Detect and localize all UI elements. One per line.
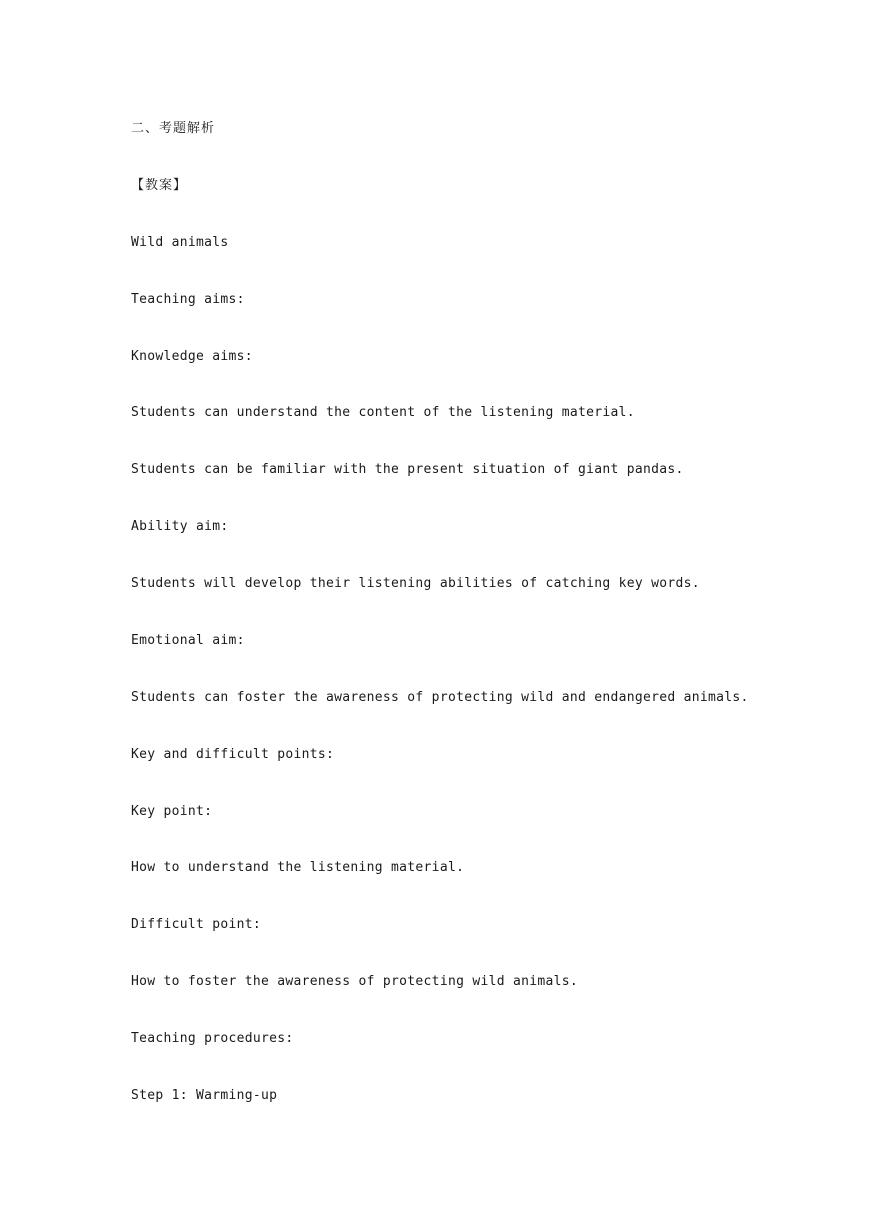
teaching-procedures-heading: Teaching procedures: bbox=[131, 1031, 294, 1046]
teaching-aims-heading: Teaching aims: bbox=[131, 292, 245, 307]
difficult-point-text: How to foster the awareness of protecting wild animals. bbox=[131, 974, 578, 989]
ability-aim-heading: Ability aim: bbox=[131, 519, 229, 534]
ability-aim-text: Students will develop their listening abilities of catching key words. bbox=[131, 576, 700, 591]
knowledge-aim-2: Students can be familiar with the present situation of giant pandas. bbox=[131, 462, 684, 477]
section-heading: 二、考题解析 bbox=[131, 121, 216, 136]
key-point-heading: Key point: bbox=[131, 804, 213, 819]
lesson-title: Wild animals bbox=[131, 235, 229, 250]
emotional-aim-text: Students can foster the awareness of protecting wild and endangered animals. bbox=[131, 690, 749, 705]
knowledge-aim-1: Students can understand the content of the listening material. bbox=[131, 405, 635, 420]
difficult-point-heading: Difficult point: bbox=[131, 917, 262, 932]
key-point-text: How to understand the listening material. bbox=[131, 860, 465, 875]
step-1-heading: Step 1: Warming-up bbox=[131, 1088, 278, 1103]
key-difficult-points-heading: Key and difficult points: bbox=[131, 747, 335, 762]
emotional-aim-heading: Emotional aim: bbox=[131, 633, 245, 648]
knowledge-aims-heading: Knowledge aims: bbox=[131, 349, 253, 364]
lesson-plan-label: 【教案】 bbox=[131, 178, 188, 193]
